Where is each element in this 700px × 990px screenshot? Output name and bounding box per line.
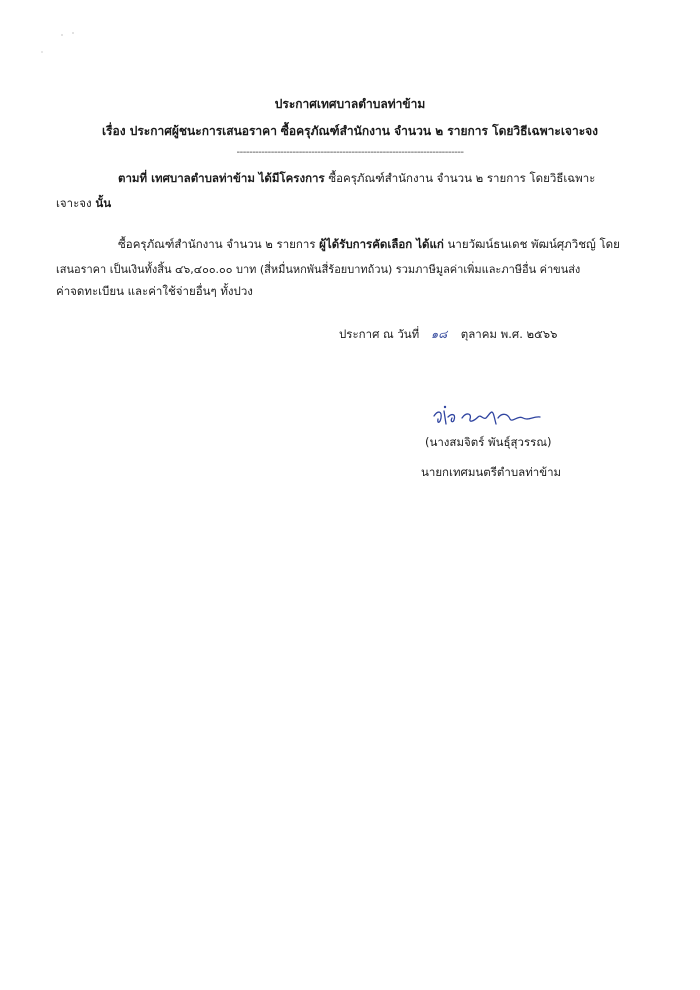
paragraph-1-line-2 bbox=[56, 195, 111, 213]
signature-mark bbox=[428, 402, 546, 432]
para1-part3: ซื้อครุภัณฑ์สำนักงาน จำนวน ๒ รายการ โดยวิธีเฉพาะ bbox=[328, 171, 596, 185]
document-heading: ประกาศเทศบาลตำบลท่าข้าม bbox=[274, 97, 426, 111]
subject-rest: ซื้อครุภัณฑ์สำนักงาน จำนวน ๒ รายการ โดยวิธีเฉพาะเจาะจง bbox=[280, 124, 599, 138]
paragraph-1-line-1 bbox=[118, 170, 595, 188]
paragraph-2-line-3: ค่าจดทะเบียน และค่าใช้จ่ายอื่นๆ ทั้งปวง bbox=[56, 284, 253, 298]
announce-date-day: ๑๘ bbox=[430, 327, 448, 341]
para2-line1-a: ซื้อครุภัณฑ์สำนักงาน จำนวน ๒ รายการ bbox=[118, 237, 316, 251]
para1-part2: ได้มีโครงการ bbox=[258, 171, 325, 185]
heading-divider: ------------------------------------------------------------------------- bbox=[236, 147, 464, 158]
para2-line1-bold: ผู้ได้รับการคัดเลือก ได้แก่ bbox=[319, 237, 444, 251]
paragraph-2-line-2: เสนอราคา เป็นเงินทั้งสิ้น ๔๖,๔๐๐.๐๐ บาท (สี่หมื่นหกพันสี่ร้อยบาทถ้วน) รวมภาษีมูลค่าเพิ่มและภาษีอื่น ค่าขนส่ง bbox=[56, 263, 581, 276]
paragraph-2-line-1 bbox=[118, 236, 620, 254]
scan-speck-marks bbox=[40, 30, 80, 60]
announce-date-line bbox=[339, 326, 557, 344]
announce-date-month-year: ตุลาคม พ.ศ. ๒๕๖๖ bbox=[460, 327, 558, 341]
document-subject bbox=[0, 122, 700, 141]
signatory-name: (นางสมจิตร์ พันธุ์สุวรรณ) bbox=[425, 435, 552, 449]
para1-line2-text: เจาะจง bbox=[56, 196, 92, 210]
announce-date-prefix: ประกาศ ณ วันที่ bbox=[339, 327, 420, 341]
para1-part1: ตามที่ เทศบาลตำบลท่าข้าม bbox=[118, 171, 255, 185]
signatory-position: นายกเทศมนตรีตำบลท่าข้าม bbox=[421, 465, 562, 479]
para2-line1-b: นายวัฒน์ธนเดช พัฒน์ศุภวิชญ์ โดย bbox=[447, 237, 620, 251]
para1-line2-bold: นั้น bbox=[95, 196, 112, 210]
subject-prefix: เรื่อง ประกาศผู้ชนะการเสนอราคา bbox=[101, 124, 277, 138]
